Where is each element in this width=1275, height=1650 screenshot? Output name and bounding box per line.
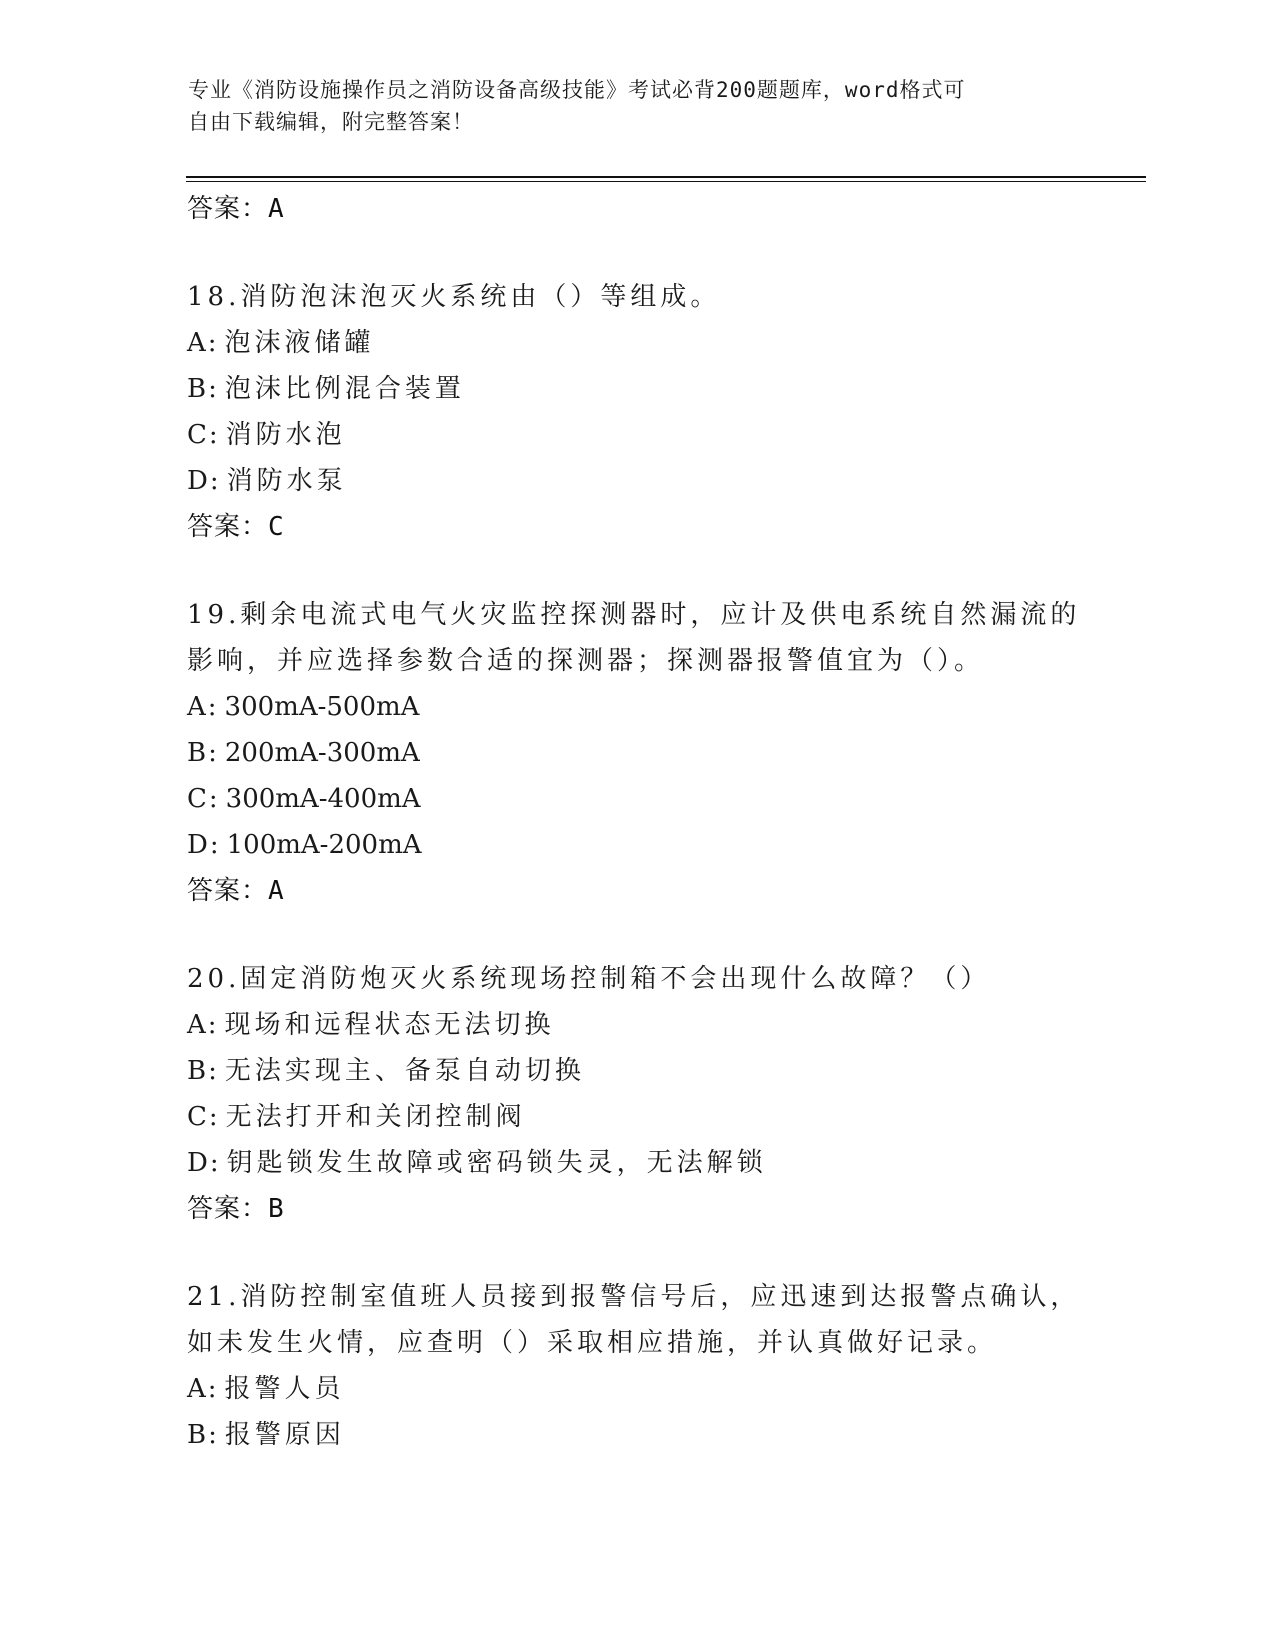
question-block-20 (187, 956, 1087, 1232)
option-b (187, 730, 1087, 776)
option-letter: A: (187, 1374, 219, 1404)
answer-line: 答案：C (187, 512, 285, 542)
answer-line: 答案：A (187, 194, 285, 224)
option-letter: B: (187, 738, 219, 768)
header-line-2: 自由下载编辑，附完整答案！ (188, 110, 474, 134)
option-a (187, 1366, 1087, 1412)
answer-line: 答案：A (187, 876, 285, 906)
option-letter: C: (187, 1102, 220, 1132)
header-divider-thick (186, 176, 1146, 178)
option-b (187, 366, 1087, 412)
option-d (187, 1140, 1087, 1186)
option-a (187, 320, 1087, 366)
option-text: 报警人员 (224, 1374, 345, 1404)
document-header (188, 74, 1068, 138)
question-stem: 20.固定消防炮灭火系统现场控制箱不会出现什么故障？（） (187, 964, 991, 994)
option-letter: C: (187, 784, 220, 814)
option-b (187, 1048, 1087, 1094)
question-block-18 (187, 274, 1087, 550)
option-a (187, 1002, 1087, 1048)
option-text: 泡沫液储罐 (224, 328, 375, 358)
option-text: 报警原因 (224, 1420, 345, 1450)
option-text: 300mA-400mA (225, 784, 421, 814)
option-b (187, 1412, 1087, 1458)
option-c (187, 412, 1087, 458)
option-d (187, 822, 1087, 868)
option-text: 钥匙锁发生故障或密码锁失灵，无法解锁 (226, 1148, 767, 1178)
option-letter: C: (187, 420, 220, 450)
question-block-21 (187, 1274, 1087, 1458)
option-letter: D: (187, 1148, 221, 1178)
header-divider-thin (186, 181, 1146, 182)
option-d (187, 458, 1087, 504)
option-text: 无法打开和关闭控制阀 (225, 1102, 526, 1132)
option-c (187, 1094, 1087, 1140)
option-letter: A: (187, 692, 219, 722)
question-list (187, 186, 1087, 1458)
option-letter: B: (187, 1056, 219, 1086)
option-a (187, 684, 1087, 730)
option-letter: A: (187, 328, 219, 358)
question-stem: 21.消防控制室值班人员接到报警信号后，应迅速到达报警点确认，如未发生火情，应查明（）采取相应措施，并认真做好记录。 (187, 1282, 1081, 1358)
option-text: 消防水泡 (225, 420, 346, 450)
question-stem: 19.剩余电流式电气火灾监控探测器时，应计及供电系统自然漏流的影响，并应选择参数合适的探测器；探测器报警值宜为（）。 (187, 600, 1081, 676)
question-stem: 18.消防泡沫泡灭火系统由（）等组成。 (187, 282, 721, 312)
option-text: 泡沫比例混合装置 (224, 374, 465, 404)
option-letter: B: (187, 374, 219, 404)
option-text: 消防水泵 (226, 466, 347, 496)
option-text: 300mA-500mA (224, 692, 420, 722)
option-letter: A: (187, 1010, 219, 1040)
answer-line: 答案：B (187, 1194, 285, 1224)
option-letter: D: (187, 466, 221, 496)
option-letter: D: (187, 830, 221, 860)
option-text: 200mA-300mA (224, 738, 420, 768)
option-letter: B: (187, 1420, 219, 1450)
option-text: 现场和远程状态无法切换 (224, 1010, 555, 1040)
question-block-19 (187, 592, 1087, 914)
option-c (187, 776, 1087, 822)
option-text: 无法实现主、备泵自动切换 (224, 1056, 585, 1086)
header-line-1: 专业《消防设施操作员之消防设备高级技能》考试必背200题题库，word格式可 (188, 78, 966, 102)
option-text: 100mA-200mA (226, 830, 422, 860)
